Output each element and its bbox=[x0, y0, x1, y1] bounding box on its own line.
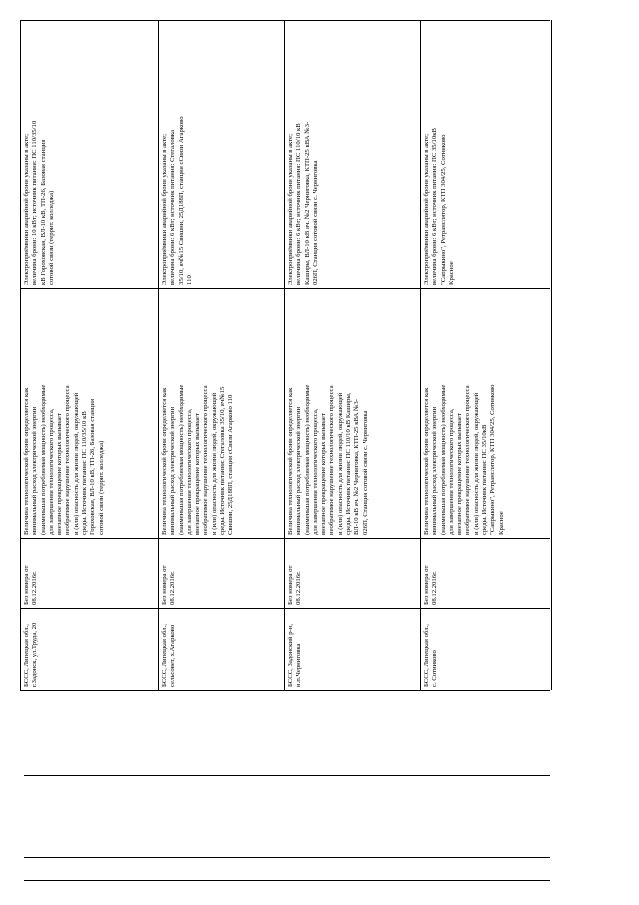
table-cell-box bbox=[287, 23, 419, 285]
table-cell-box bbox=[161, 23, 283, 285]
table-cell-document: Без номера от 08.12.2016г. bbox=[287, 565, 303, 605]
table-cell-box bbox=[23, 611, 157, 687]
table-cell-tech-reserve: Величина технологической брони определяется как минимальный расход электрической энергии (наименьшая потребляемая мощность) необходимые для завершения технологического процесса, внезапное прекращение которых вызывает необратимое нарушение технологического процесса и (или) опасность для жизни людей, окружающей среды. Источник питания: ПС 110/10 кВ Каширы, ВЛ-10 кВ яч. №2 Черниговка, КТП-25 кВА №3- 026П, Станция сотовой связи с. Черниговка bbox=[287, 384, 369, 535]
table-cell-location: БССС, Липецкая обл., с. Сотниково bbox=[423, 624, 439, 687]
table-cell-tech-reserve: Величина технологической брони определяется как минимальный расход электрической энергии (наименьшая потребляемая мощность) необходимые для завершения технологического процесса, внезапное прекращение которых вызывает необратимое нарушение технологического процесса и (или) опасность для жизни людей, окружающей среды. Источник питания: ПС 35/10кВ "Сапрыкино", Ретранслятор, КТП 304/25, Сотниково Красное bbox=[423, 384, 505, 535]
table-cell-document: Без номера от 08.12.2016г. bbox=[423, 565, 439, 605]
table-cell-box bbox=[287, 291, 419, 535]
table-cell-box bbox=[161, 611, 283, 687]
table-cell-box bbox=[161, 541, 283, 605]
table-cell-document: Без номера от 08.12.2016г. bbox=[161, 565, 177, 605]
table-cell-box bbox=[423, 23, 549, 285]
table-cell-box bbox=[423, 541, 549, 605]
blank-form-line-2 bbox=[24, 857, 550, 858]
table-cell-box bbox=[287, 541, 419, 605]
table-cell-box bbox=[423, 611, 549, 687]
table-cell-box bbox=[423, 291, 549, 535]
table-cell-box bbox=[23, 23, 157, 285]
table-cell-tech-reserve: Величина технологической брони определяется как минимальный расход электрической энергии (наименьшая потребляемая мощность) необходимые для завершения технологического процесса, внезапное прекращение которых вызывает необратимое нарушение технологического процесса и (или) опасность для жизни людей, окружающей среды. Источник питания: ПС 110/35/10 кВ Гороховская, ВЛ-10 кВ, ТП-26, Базовая станция сотовой связи (террит. колледжа) bbox=[23, 384, 105, 535]
reserve-table bbox=[20, 20, 550, 690]
table-cell-box bbox=[23, 541, 157, 605]
table-cell-emergency-reserve: Электроприёмники аварийной брони указаны в акте; величина брони: 6 кВт; источник питания: Стегаловка 35/10, яч№15 Свишни, 25Д188П, станция сСвязи Агарково 110 bbox=[161, 116, 193, 285]
table-cell-location: БССС, Задонский р-н, н.п.Черниговка bbox=[287, 623, 303, 687]
table-cell-box bbox=[287, 611, 419, 687]
table-cell-tech-reserve: Величина технологической брони определяется как минимальный расход электрической энергии (наименьшая потребляемая мощность) необходимые для завершения технологического процесса, внезапное прекращение которых вызывает необратимое нарушение технологического процесса и (или) опасность для жизни людей, окружающей среды. Источник питания: Стегаловка 35/10, яч№15 Свишни, 25Д188П, станция сСвязи Агарково 110 bbox=[161, 384, 235, 535]
table-cell-emergency-reserve: Электроприёмники аварийной брони указаны в акте; величина брони: 10 кВт; источник питания: ПС 110/35/10 кВ Гороховская, ВЛ-10 кВ, ТП-26, Базовая станция сотовой связи (террит. колледжа) bbox=[23, 120, 55, 285]
blank-form-line-3 bbox=[24, 880, 550, 881]
table-cell-emergency-reserve: Электроприёмники аварийной брони указаны в акте; величина брони: 6 кВт; источник питания: ПС 35/10кВ "Сапрыкино", Ретранслятор, КТП 304/25, Сотниково Красное bbox=[423, 128, 455, 285]
table-cell-box bbox=[161, 291, 283, 535]
blank-form-line-1 bbox=[24, 775, 550, 776]
table-cell-location: БССС, Липецкая обл., сельсовет, х.Агарково bbox=[161, 624, 177, 687]
table-cell-document: Без номера от 08.12.2016г. bbox=[23, 565, 39, 605]
table-cell-box bbox=[23, 291, 157, 535]
table-cell-location: БССС, Липецкая обл., г.Задонск, ул.Труда, 20 bbox=[23, 622, 39, 687]
table-rule-4 bbox=[20, 690, 550, 691]
table-cell-emergency-reserve: Электроприёмники аварийной брони указаны в акте; величина брони: 6 кВт; источник питания: ПС 110/10 кВ Каширы, ВЛ-10 кВ яч. №2 Черниговка, КТП-25 кВА №3- 026П, Станция сотовой связи с. Черниговка bbox=[287, 121, 319, 285]
